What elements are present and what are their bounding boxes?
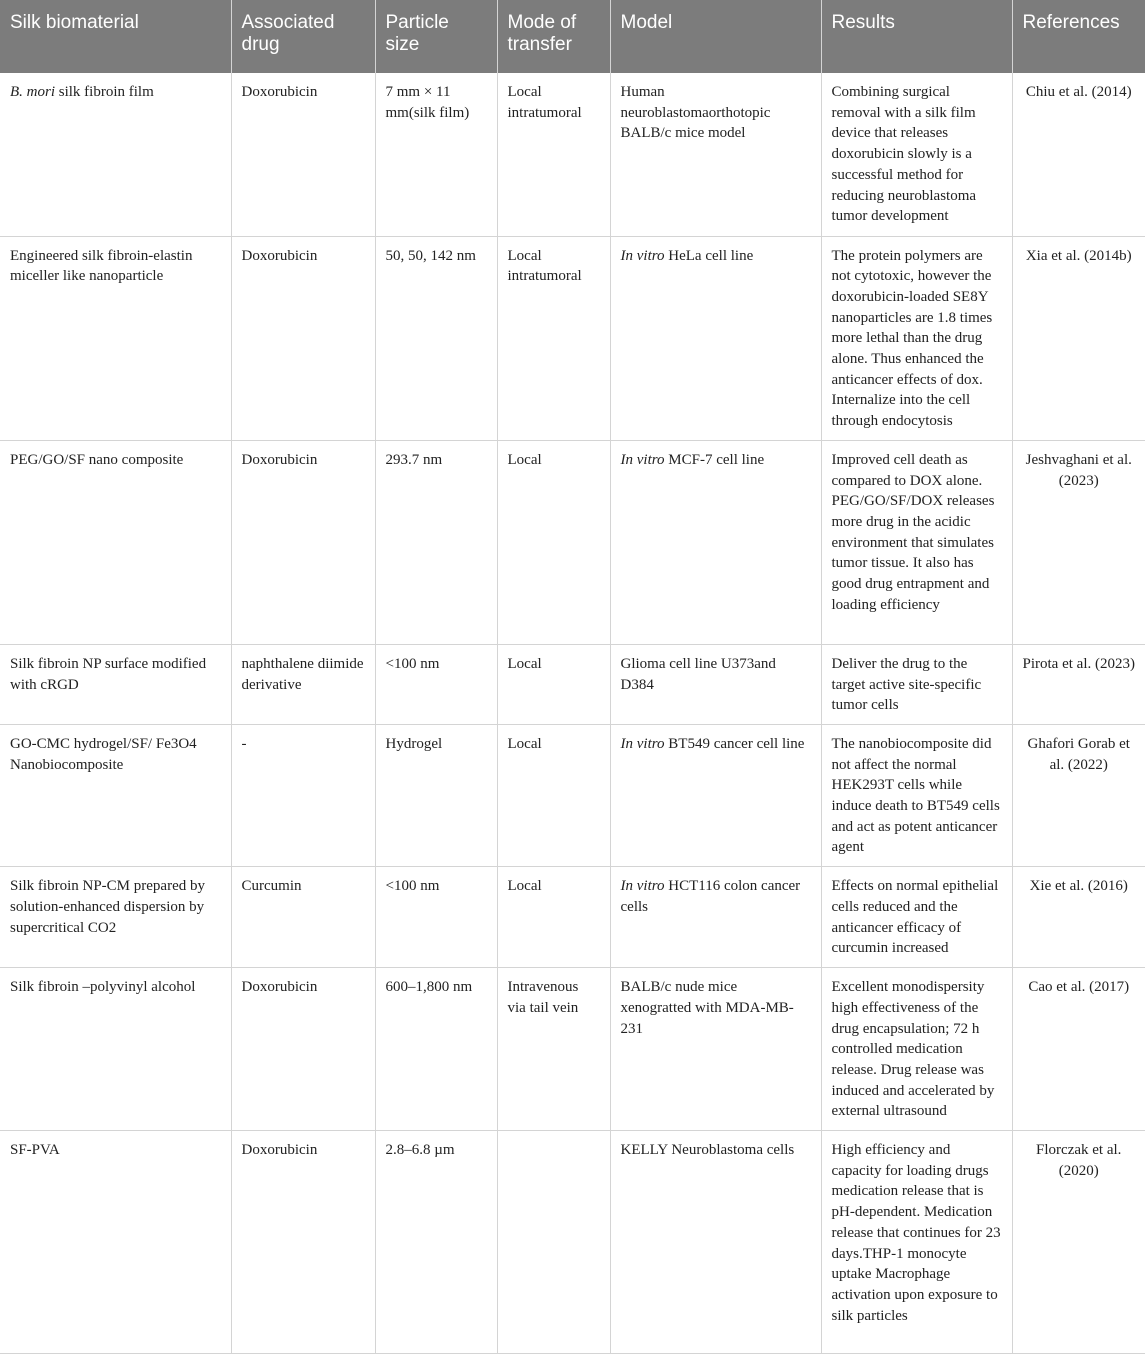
cell-biomaterial-text: silk fibroin film	[55, 84, 154, 100]
cell-mode-of-transfer	[497, 236, 610, 440]
cell-results	[821, 236, 1012, 440]
cell-particle-size	[375, 236, 497, 440]
cell-results-text: Effects on normal epithelial cells reduced and the anticancer efficacy of curcumin increased	[831, 878, 999, 957]
cell-particle-size	[375, 73, 497, 236]
cell-results-text: The nanobiocomposite did not affect the normal HEK293T cells while induce death to BT549 cells and act as potent anticancer agent	[831, 735, 1000, 856]
cell-model-italic-text: In vitro	[620, 735, 665, 752]
header-model: Model	[610, 0, 821, 73]
cell-particle-size-text: 600–1,800 nm	[385, 979, 473, 996]
cell-drug-text: Doxorubicin	[241, 451, 318, 468]
cell-reference	[1012, 724, 1145, 866]
cell-drug	[231, 73, 375, 236]
cell-drug	[231, 1131, 375, 1354]
cell-particle-size-text: <100 nm	[385, 878, 440, 895]
cell-mode-of-transfer	[497, 73, 610, 236]
cell-reference	[1012, 644, 1145, 724]
cell-results-text: Excellent monodispersity high effectiveness of the drug encapsulation; 72 h controlled medication release. Drug release was induced and accelerated by external ultrasound	[831, 979, 995, 1120]
cell-results	[821, 867, 1012, 968]
header-results: Results	[821, 0, 1012, 73]
cell-reference	[1012, 1131, 1145, 1354]
cell-particle-size-text: 50, 50, 142 nm	[385, 247, 476, 264]
cell-model-text: Human neuroblastomaorthotopic BALB/c mice model	[620, 84, 771, 142]
cell-results-text: High efficiency and capacity for loading drugs medication release that is pH-dependent. Medication release that continues for 23 days.THP-1 monocyte uptake Macrophage activation upon exposure to silk particles	[831, 1142, 1001, 1324]
cell-biomaterial	[0, 968, 231, 1131]
cell-model-text: HCT116 colon cancer cells	[620, 878, 801, 915]
cell-particle-size	[375, 440, 497, 644]
cell-reference-text: Xie et al. (2016)	[1029, 878, 1128, 895]
cell-mode-of-transfer	[497, 1131, 610, 1354]
cell-mode-of-transfer	[497, 644, 610, 724]
cell-drug-text: Doxorubicin	[241, 979, 318, 996]
cell-reference-text: Jeshvaghani et al. (2023)	[1025, 451, 1132, 489]
cell-reference-text: Chiu et al. (2014)	[1025, 84, 1132, 100]
table-header	[0, 0, 1145, 73]
cell-particle-size	[375, 1131, 497, 1354]
cell-biomaterial-text: PEG/GO/SF nano composite	[10, 451, 184, 468]
cell-particle-size-text: Hydrogel	[385, 735, 443, 752]
cell-biomaterial-text: Silk fibroin NP-CM prepared by solution-enhanced dispersion by supercritical CO2	[10, 878, 205, 936]
table-row	[0, 724, 1145, 866]
cell-reference	[1012, 73, 1145, 236]
cell-reference-text: Cao et al. (2017)	[1028, 979, 1130, 996]
header-row	[0, 0, 1145, 73]
cell-model-text: BT549 cancer cell line	[664, 735, 805, 752]
cell-results	[821, 724, 1012, 866]
cell-biomaterial	[0, 1131, 231, 1354]
table-row	[0, 968, 1145, 1131]
cell-reference-text: Pirota et al. (2023)	[1022, 655, 1135, 672]
cell-biomaterial-italic-text: B. mori	[10, 84, 55, 100]
cell-results	[821, 73, 1012, 236]
cell-mode-of-transfer-text: Local	[507, 655, 542, 672]
cell-model-italic-text: In vitro	[620, 451, 665, 468]
cell-model-text: MCF-7 cell line	[664, 451, 765, 468]
cell-model	[610, 236, 821, 440]
cell-results-text: Improved cell death as compared to DOX alone. PEG/GO/SF/DOX releases more drug in the acidic environment that simulates tumor tissue. It also has good drug entrapment and loading efficiency	[831, 451, 995, 613]
header-associated-drug: Associated drug	[231, 0, 375, 73]
header-silk-biomaterial: Silk biomaterial	[0, 0, 231, 73]
cell-model	[610, 644, 821, 724]
cell-mode-of-transfer	[497, 968, 610, 1131]
cell-model-text: BALB/c nude mice xenogratted with MDA-MB-231	[620, 979, 794, 1037]
table-row	[0, 1131, 1145, 1354]
cell-reference	[1012, 440, 1145, 644]
cell-model	[610, 73, 821, 236]
cell-model-text: Glioma cell line U373and D384	[620, 655, 776, 693]
cell-model	[610, 724, 821, 866]
cell-mode-of-transfer	[497, 724, 610, 866]
cell-particle-size-text: <100 nm	[385, 655, 440, 672]
cell-mode-of-transfer-text: Local intratumoral	[507, 247, 582, 285]
table-body	[0, 73, 1145, 1354]
cell-results-text: Deliver the drug to the target active site-specific tumor cells	[831, 655, 982, 714]
cell-biomaterial-text: Engineered silk fibroin-elastin miceller like nanoparticle	[10, 247, 193, 285]
cell-biomaterial-text: GO-CMC hydrogel/SF/ Fe3O4 Nanobiocomposite	[10, 735, 197, 773]
cell-drug	[231, 968, 375, 1131]
cell-reference	[1012, 867, 1145, 968]
cell-biomaterial	[0, 724, 231, 866]
cell-reference-text: Florczak et al. (2020)	[1036, 1142, 1122, 1179]
cell-drug-text: naphthalene diimide derivative	[241, 655, 364, 693]
cell-biomaterial	[0, 236, 231, 440]
table-row	[0, 236, 1145, 440]
cell-reference-text: Ghafori Gorab et al. (2022)	[1027, 735, 1130, 773]
cell-drug-text: Curcumin	[241, 878, 302, 895]
cell-drug-text: Doxorubicin	[241, 84, 318, 100]
cell-biomaterial	[0, 867, 231, 968]
cell-results	[821, 644, 1012, 724]
cell-particle-size	[375, 867, 497, 968]
cell-results	[821, 440, 1012, 644]
cell-particle-size	[375, 968, 497, 1131]
cell-biomaterial-text: Silk fibroin NP surface modified with cRGD	[10, 655, 207, 693]
cell-biomaterial-text: SF-PVA	[10, 1142, 60, 1159]
cell-model-text: KELLY Neuroblastoma cells	[620, 1142, 795, 1159]
cell-reference-text: Xia et al. (2014b)	[1025, 247, 1132, 264]
table-row	[0, 867, 1145, 968]
cell-mode-of-transfer-text: Local	[507, 451, 542, 468]
cell-drug-text: Doxorubicin	[241, 1142, 318, 1159]
cell-model-italic-text: In vitro	[620, 247, 665, 264]
cell-particle-size-text: 7 mm × 11 mm(silk film)	[385, 84, 470, 121]
header-particle-size: Particle size	[375, 0, 497, 73]
cell-results-text: Combining surgical removal with a silk film device that releases doxorubicin slowly is a successful method for reducing neuroblastoma tumor development	[831, 84, 977, 225]
cell-results	[821, 1131, 1012, 1354]
cell-biomaterial	[0, 440, 231, 644]
cell-particle-size-text: 293.7 nm	[385, 451, 443, 468]
cell-biomaterial-text: Silk fibroin –polyvinyl alcohol	[10, 979, 196, 996]
cell-drug	[231, 236, 375, 440]
cell-drug	[231, 867, 375, 968]
cell-mode-of-transfer-text: Local	[507, 735, 542, 752]
cell-model	[610, 1131, 821, 1354]
cell-biomaterial	[0, 73, 231, 236]
cell-particle-size-text: 2.8–6.8 µm	[385, 1142, 455, 1159]
cell-biomaterial	[0, 644, 231, 724]
cell-drug-text: -	[241, 735, 247, 752]
cell-reference	[1012, 968, 1145, 1131]
cell-model-italic-text: In vitro	[620, 878, 665, 895]
table-row	[0, 644, 1145, 724]
header-references: References	[1012, 0, 1145, 73]
cell-mode-of-transfer-text: Local intratumoral	[507, 84, 582, 121]
cell-reference	[1012, 236, 1145, 440]
cell-mode-of-transfer	[497, 440, 610, 644]
cell-mode-of-transfer-text: Local	[507, 878, 542, 895]
cell-drug	[231, 440, 375, 644]
cell-mode-of-transfer-text: Intravenous via tail vein	[507, 979, 579, 1016]
cell-model	[610, 867, 821, 968]
cell-particle-size	[375, 644, 497, 724]
cell-results	[821, 968, 1012, 1131]
cell-particle-size	[375, 724, 497, 866]
table-row	[0, 73, 1145, 236]
table-row	[0, 440, 1145, 644]
cell-drug	[231, 724, 375, 866]
cell-model	[610, 968, 821, 1131]
cell-results-text: The protein polymers are not cytotoxic, however the doxorubicin-loaded SE8Y nanoparticles are 1.8 times more lethal than the drug alone. Thus enhanced the anticancer effects of dox. Internalize into the cell through endocytosis	[831, 247, 993, 430]
cell-drug	[231, 644, 375, 724]
cell-model	[610, 440, 821, 644]
cell-drug-text: Doxorubicin	[241, 247, 318, 264]
cell-mode-of-transfer	[497, 867, 610, 968]
header-mode-of-transfer: Mode of transfer	[497, 0, 610, 73]
cell-model-text: HeLa cell line	[664, 247, 754, 264]
